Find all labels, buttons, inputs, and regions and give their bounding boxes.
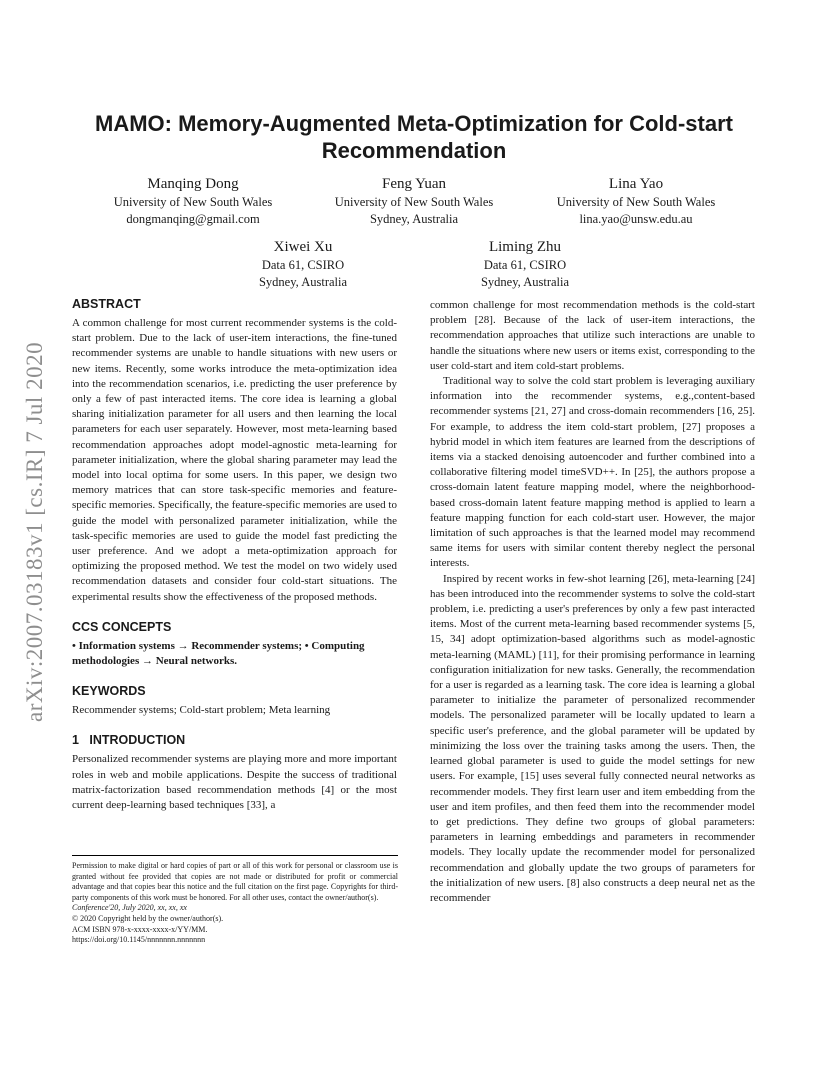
author-contact: dongmanqing@gmail.com: [126, 212, 260, 226]
author-affiliation: University of New South Wales: [113, 195, 273, 209]
keywords-heading: KEYWORDS: [72, 684, 146, 699]
author-contact: Sydney, Australia: [369, 212, 459, 226]
author-name: Feng Yuan: [381, 176, 447, 192]
copyright-line: © 2020 Copyright held by the owner/author(s).: [72, 913, 224, 923]
arxiv-identifier: arXiv:2007.03183v1 [cs.IR] 7 Jul 2020: [22, 341, 47, 723]
author-affiliation: Data 61, CSIRO: [483, 258, 567, 272]
author-name: Manqing Dong: [147, 176, 239, 192]
author-block: [309, 175, 519, 228]
keywords-text: Recommender systems; Cold-start problem; Meta learning: [72, 704, 331, 717]
paper-title: MAMO: Memory-Augmented Meta-Optimization for Cold-start Recommendation: [95, 111, 733, 163]
left-column: [72, 296, 397, 813]
author-block: [531, 175, 741, 228]
introduction-paragraph: Personalized recommender systems are playing more and more important roles in web and mobile applications. Despite the success of traditional matrix-factorization based recommendation methods [4] or the most current deep-learning based techniques [33], a: [72, 753, 397, 812]
author-block: [208, 238, 398, 291]
author-affiliation: Data 61, CSIRO: [261, 258, 345, 272]
body-paragraph: Inspired by recent works in few-shot learning [26], meta-learning [24] has been introduced into the recommender systems to solve the cold-start problem, i.e. predicting a user's preferences by only a few past interacted items. Most of the current meta-learning based recommender systems [5, 15, 34] adopt optimization-based algorithms such as model-agnostic meta-learning (MAML) [11], for their promising performance in learning configuration initialization for new tasks. Generally, the recommendation for a user is regarded as a learning task. The core idea is learning a global parameter to initialize the parameter of personalized recommender models. The personalized parameter will be locally updated to learn a specific user's preference, and the global parameter will be updated by minimizing the loss over the training tasks among the users. Then, the learned global parameter is used to guide the model settings for new users. For example, [15] uses several fully connected neural networks as recommender models. They first learn user and item embedding from the user and item profiles, and then feed them into the recommender model to get predictions. They define two groups of global parameters: parameters in learning embeddings and parameters in recommender models. They locally update the recommender model for personalized recommendation and globally update the two groups of parameters for the initialization of new users. [8] also constructs a deep neural net as the recommender: [430, 572, 755, 904]
author-contact: Sydney, Australia: [258, 275, 348, 289]
permission-notice: Permission to make digital or hard copies of part or all of this work for personal or classroom use is granted without fee provided that copies are not made or distributed for profit or commercial advantage and that copies bear this notice and the full citation on the first page. Copyrights for third-party components of this work must be honored. For all other uses, contact the owner/author(s).: [72, 861, 398, 902]
author-affiliation: University of New South Wales: [556, 195, 716, 209]
author-name: Lina Yao: [608, 176, 664, 192]
doi-line: https://doi.org/10.1145/nnnnnnn.nnnnnnn: [72, 935, 206, 945]
conference-info: Conference'20, July 2020, xx, xx, xx: [72, 903, 187, 913]
abstract-text: A common challenge for most current recommender systems is the cold-start problem. Due to the lack of user-item interactions, the fine-tuned recommender systems are unable to handle situations with new users or new items. Recently, some works introduce the meta-optimization idea into the recommendation scenarios, i.e. predicting the user preference by only a few of past interacted items. The core idea is learning a global sharing initialization parameter for all users and then learning the local parameters for each user separately. However, most meta-learning based recommendation approaches adopt model-agnostic meta-learning for parameter initialization, where the global sharing parameter may lead the model into local optima for some users. In this paper, we design two memory matrices that can store task-specific memories and feature-specific memories. Specifically, the feature-specific memories are used to guide the model with personalized parameter initialization, while the task-specific memories are used to guide the model fast predicting the user preference. And we adopt a meta-optimization approach for optimizing the proposed method. We test the model on two widely used recommendation datasets and consider four cold-start situations. The experimental results show the effectiveness of the proposed methods.: [72, 317, 397, 603]
author-block: [430, 238, 620, 291]
author-affiliation: University of New South Wales: [334, 195, 494, 209]
right-column: [430, 298, 755, 906]
ccs-heading: CCS CONCEPTS: [72, 619, 172, 634]
body-paragraph: Traditional way to solve the cold start problem is leveraging auxiliary information into the recommender systems, e.g.,content-based recommender systems [21, 27] and cross-domain recommenders [16, 25]. For example, to address the item cold-start problem, [27] proposes a hybrid model in which item features are learned from the descriptions of items via a stacked denoising autoencoder and further combined into a collaborative filtering model timeSVD++. In [25], the authors propose a cross-domain latent feature mapping model, where the neighborhood-based cross-domain latent feature mapping method is applied to learn a feature mapping function for each cold-start user. However, the major limitation of such approaches is that the learned model may recommend same items for users with similar content thereby neglect the personal interests.: [430, 375, 755, 570]
abstract-heading: ABSTRACT: [72, 297, 141, 311]
ccs-text: • Information systems → Recommender systems; • Computing methodologies → Neural networks.: [72, 639, 365, 668]
author-block: [88, 175, 298, 228]
author-name: Xiwei Xu: [273, 239, 333, 255]
author-contact: lina.yao@unsw.edu.au: [579, 212, 693, 226]
author-name: Liming Zhu: [488, 239, 562, 255]
body-paragraph: common challenge for most recommendation methods is the cold-start problem [28]. Because of the lack of user-item interactions, the recommendation approaches that utilize such interactions are unable to handle the situations where new users or items exist, corresponding to the user cold-start and item cold-start problems.: [430, 299, 755, 372]
introduction-heading: 1 INTRODUCTION: [72, 733, 186, 748]
copyright-footnote: [72, 855, 398, 946]
author-contact: Sydney, Australia: [480, 275, 570, 289]
isbn-line: ACM ISBN 978-x-xxxx-xxxx-x/YY/MM.: [72, 924, 208, 934]
